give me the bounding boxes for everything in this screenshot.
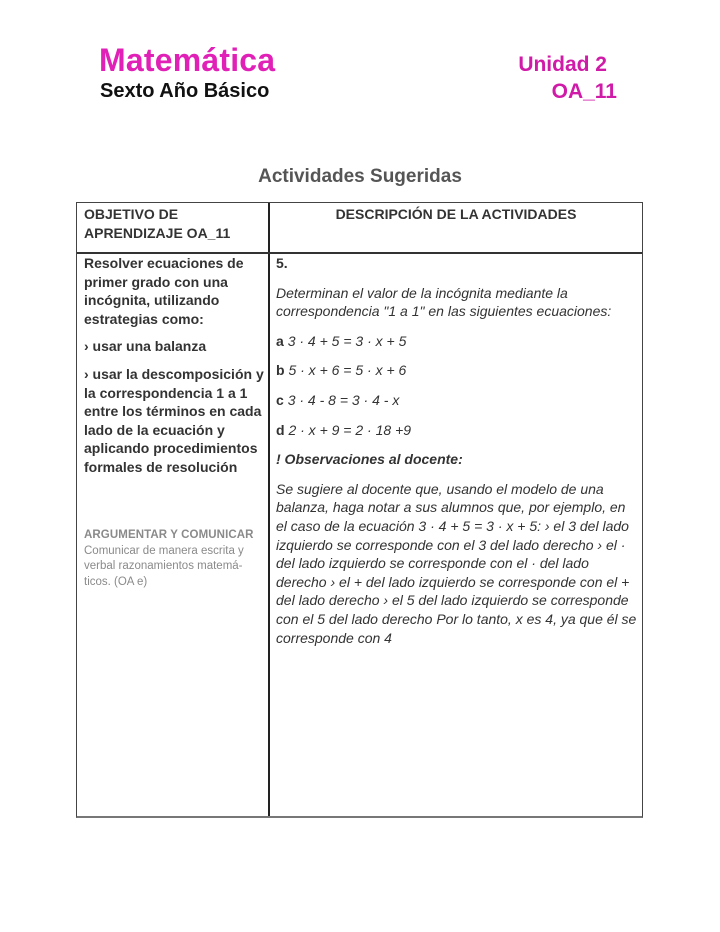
equation-letter: b bbox=[276, 362, 285, 379]
unit-label: Unidad 2 bbox=[518, 53, 607, 76]
equation-expression: 5 · x + 6 = 5 · x + 6 bbox=[288, 362, 407, 379]
header-description: DESCRIPCIÓN DE LA ACTIVIDADES bbox=[335, 206, 577, 222]
observations-title: ! Observaciones al docente: bbox=[276, 451, 463, 468]
observations-text: Se sugiere al docente que, usando el modelo de una balanza, haga notar a sus alumnos que, por ejemplo, en el caso de la ecuación 3 · 4 + 5 = 3 · x + 5: › el 3 del lado izquierdo se corresponde con el 3 del lado derecho › el · del lado izquierdo se corresponde con el · del lado derecho › el + del lado izquierdo se corresponde con el + del lado derecho › el 5 del lado izquierdo se corresponde con el 5 del lado derecho Por lo tanto, x es 4, ya que él se corresponde con 4 bbox=[276, 480, 637, 646]
page-title: Matemática bbox=[99, 42, 276, 78]
oa-label: OA_11 bbox=[551, 80, 617, 103]
equation-item bbox=[276, 361, 638, 380]
skill-block bbox=[84, 528, 266, 590]
course-subtitle: Sexto Año Básico bbox=[100, 80, 270, 102]
column-divider bbox=[268, 203, 270, 816]
activity-number: 5. bbox=[276, 255, 288, 271]
equation-expression: 3 · 4 + 5 = 3 · x + 5 bbox=[287, 332, 407, 349]
objective-intro: Resolver ecuaciones de primer grado con una incógnita, utilizando estrategias como: bbox=[84, 255, 244, 327]
objective-bullet: › usar una balanza bbox=[84, 338, 207, 355]
description-cell bbox=[276, 254, 638, 658]
skill-title: ARGUMENTAR Y COMUNICAR bbox=[84, 529, 254, 541]
activity-instruction: Determinan el valor de la incógnita mediante la correspondencia "1 a 1" en las siguientes ecuaciones: bbox=[276, 284, 612, 320]
equation-item bbox=[276, 421, 638, 440]
objective-cell bbox=[84, 254, 266, 486]
equation-letter: d bbox=[276, 421, 285, 438]
header-objective: OBJETIVO DE APRENDIZAJE OA_11 bbox=[84, 206, 231, 241]
objective-bullet: › usar la descomposición y la correspondencia 1 a 1 entre los términos en cada lado de la ecuación y aplicando procedimientos formales de resolución bbox=[84, 365, 264, 475]
equation-item bbox=[276, 391, 638, 410]
equation-item bbox=[276, 332, 638, 351]
equation-expression: 3 · 4 - 8 = 3 · 4 - x bbox=[287, 391, 400, 408]
skill-text: Comunicar de manera escrita y verbal razonamientos matemá-ticos. (OA e) bbox=[84, 544, 244, 588]
activities-table bbox=[76, 202, 643, 818]
equation-letter: a bbox=[276, 332, 284, 349]
equation-expression: 2 · x + 9 = 2 · 18 +9 bbox=[288, 421, 412, 438]
section-title: Actividades Sugeridas bbox=[258, 166, 462, 187]
equation-letter: c bbox=[276, 391, 284, 408]
